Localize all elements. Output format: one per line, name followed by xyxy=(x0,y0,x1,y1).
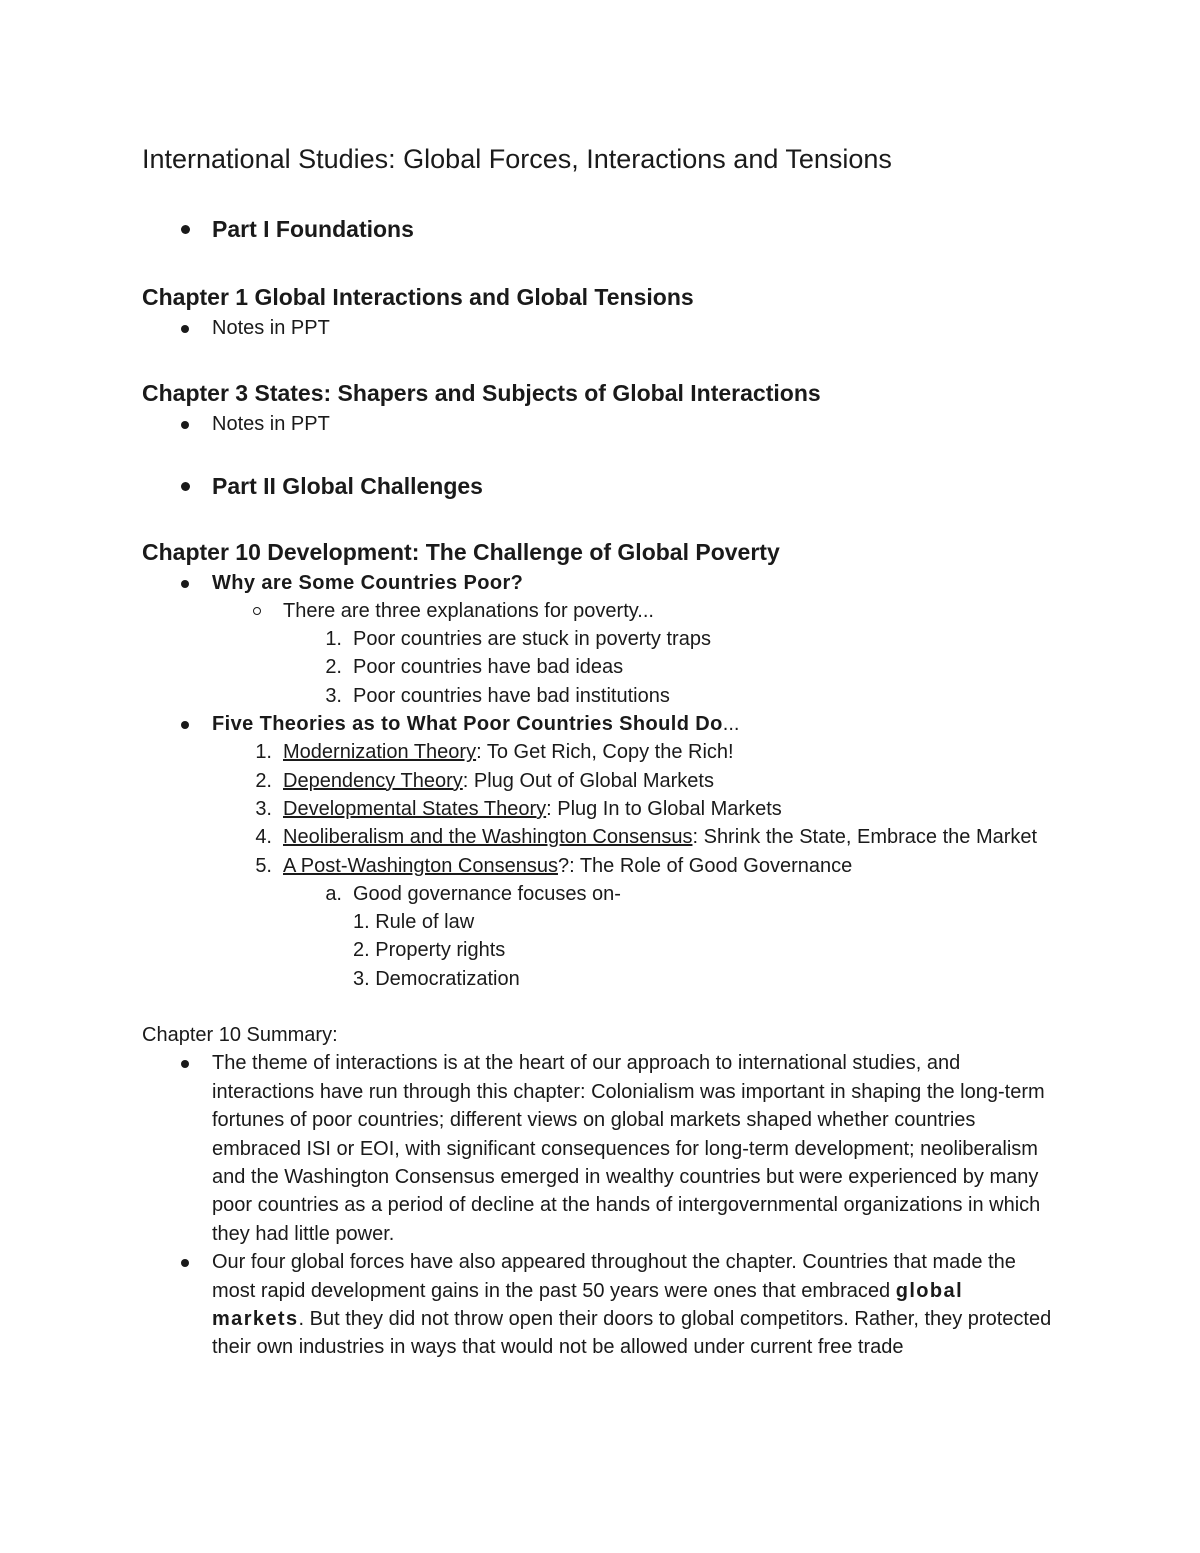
summary-label: Chapter 10 Summary: xyxy=(142,1024,338,1047)
explanation-text: Poor countries are stuck in poverty traps xyxy=(353,628,711,651)
bullet-icon xyxy=(181,721,189,729)
theory-description: ?: The Role of Good Governance xyxy=(557,854,853,877)
item-number: 2. xyxy=(255,769,272,792)
summary-text: The theme of interactions is at the heart of our approach to international studies, and interactions have run through this chapter: Colonialism was important in shaping the long-term fortunes of poor countries; different views on global markets shaped whether countries embraced ISI or EOI, with significant consequences for long-term development; neoliberalism and the Washington Consensus emerged in wealthy countries but were experienced by many poor countries as a period of decline at the hands of intergovernmental organizations in which they had little power. xyxy=(212,1052,1045,1245)
theory-description: : Plug In to Global Markets xyxy=(546,797,782,820)
chapter-3-heading: Chapter 3 States: Shapers and Subjects of Global Interactions xyxy=(142,380,821,407)
list-item xyxy=(142,710,1062,993)
item-number: 2. xyxy=(325,656,342,679)
theories-list xyxy=(142,738,1062,993)
bullet-icon xyxy=(181,225,190,234)
question-text: Five Theories as to What Poor Countries Should Do xyxy=(212,713,723,736)
focus-item: 1. Rule of law xyxy=(353,911,475,934)
item-number: 5. xyxy=(255,854,272,877)
explanation-item xyxy=(142,653,1062,681)
item-number: 4. xyxy=(255,826,272,849)
bullet-icon xyxy=(181,1060,189,1068)
summary-paragraph-1 xyxy=(142,1049,1062,1248)
list-item xyxy=(142,569,1062,710)
bullet-icon xyxy=(181,580,189,588)
part-heading-2 xyxy=(142,469,1062,503)
explanation-item xyxy=(142,625,1062,653)
chapter-10-list xyxy=(142,569,1062,993)
theory-item xyxy=(142,823,1062,851)
explanation-item xyxy=(142,682,1062,710)
governance-item xyxy=(142,880,1062,993)
theory-item xyxy=(142,767,1062,795)
bullet-icon xyxy=(181,325,189,333)
part-heading-text: Part II Global Challenges xyxy=(212,472,483,499)
bullet-icon xyxy=(181,421,189,429)
list-item xyxy=(142,314,1062,342)
explanation-text: Poor countries have bad ideas xyxy=(353,656,624,679)
theory-description: : Shrink the State, Embrace the Market xyxy=(692,826,1038,849)
sub-list xyxy=(142,597,1062,710)
governance-focus-list xyxy=(142,908,1062,993)
bullet-icon xyxy=(181,482,190,491)
list-item xyxy=(142,410,1062,438)
chapter-1-heading: Chapter 1 Global Interactions and Global Tensions xyxy=(142,284,694,310)
item-number: 1. xyxy=(255,741,272,764)
list-item-text: Notes in PPT xyxy=(212,317,330,339)
part-list xyxy=(142,212,1062,246)
chapter-10-heading: Chapter 10 Development: The Challenge of Global Poverty xyxy=(142,538,780,565)
summary-emphasis: global markets xyxy=(212,1279,964,1330)
summary-text: Our four global forces have also appeared throughout the chapter. Countries that made the most rapid development gains in the past 50 years were ones that embraced xyxy=(212,1251,1016,1302)
item-letter: a. xyxy=(325,882,342,905)
part-list xyxy=(142,469,1062,503)
part-heading-1 xyxy=(142,212,1062,246)
part-heading-text: Part I Foundations xyxy=(212,216,414,242)
question-suffix: ... xyxy=(722,713,740,736)
theory-item xyxy=(142,795,1062,823)
summary-text: . But they did not throw open their doors to global competitors. Rather, they protected their own industries in ways that would not be allowed under current free trade xyxy=(212,1308,1052,1359)
governance-text: Good governance focuses on- xyxy=(353,882,621,905)
theory-item xyxy=(142,738,1062,766)
chapter-1-list xyxy=(142,314,1062,342)
governance-list xyxy=(142,880,1062,993)
theory-item xyxy=(142,852,1062,993)
list-item-text: Notes in PPT xyxy=(212,413,330,436)
document-page xyxy=(142,138,1062,1362)
hollow-bullet-icon xyxy=(253,607,261,615)
explanations-list xyxy=(142,625,1062,710)
theory-name: A Post-Washington Consensus xyxy=(283,854,558,877)
theory-name: Developmental States Theory xyxy=(283,797,547,820)
sub-list-item xyxy=(142,597,1062,710)
focus-item: 2. Property rights xyxy=(353,939,506,962)
item-number: 3. xyxy=(255,797,272,820)
item-number: 1. xyxy=(325,628,342,651)
item-number: 3. xyxy=(325,684,342,707)
sub-list-item-text: There are three explanations for poverty... xyxy=(283,599,654,622)
theory-description: : Plug Out of Global Markets xyxy=(462,769,714,792)
theory-name: Dependency Theory xyxy=(283,769,463,792)
theory-description: : To Get Rich, Copy the Rich! xyxy=(476,741,734,764)
theory-name: Neoliberalism and the Washington Consensus xyxy=(283,826,693,849)
focus-item: 3. Democratization xyxy=(353,967,520,990)
chapter-3-list xyxy=(142,410,1062,438)
explanation-text: Poor countries have bad institutions xyxy=(353,684,670,707)
bullet-icon xyxy=(181,1259,189,1267)
document-title: International Studies: Global Forces, Interactions and Tensions xyxy=(142,144,892,174)
summary-paragraph-2 xyxy=(142,1248,1062,1362)
theory-name: Modernization Theory xyxy=(283,741,477,764)
question-text: Why are Some Countries Poor? xyxy=(212,571,524,594)
